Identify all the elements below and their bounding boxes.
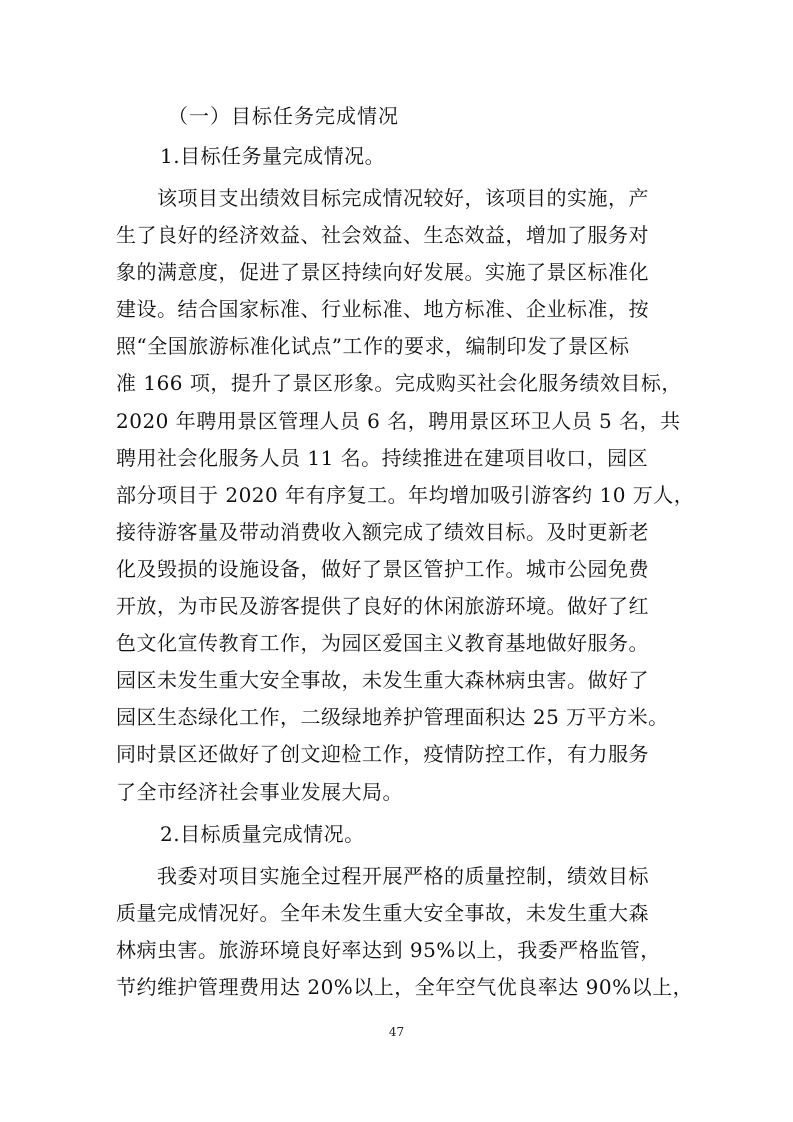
paragraph-line: 节约维护管理费用达 20%以上，全年空气优良率达 90%以上， (116, 974, 694, 999)
paragraph-line: 生了良好的经济效益、社会效益、生态效益，增加了服务对 (116, 223, 649, 248)
paragraph-line: 准 166 项，提升了景区形象。完成购买社会化服务绩效目标， (116, 371, 682, 396)
paragraph-line: 化及毁损的设施设备，做好了景区管护工作。城市公园免费 (116, 556, 649, 581)
paragraph-line: 色文化宣传教育工作，为园区爱国主义教育基地做好服务。 (116, 631, 649, 656)
paragraph-line: 建设。结合国家标准、行业标准、地方标准、企业标准，按 (116, 297, 649, 322)
subsection-1-title: 1.目标任务量完成情况。 (160, 144, 386, 168)
page-number: 47 (388, 1025, 405, 1039)
paragraph-line: 园区生态绿化工作，二级绿地养护管理面积达 25 万平方米。 (116, 705, 669, 730)
paragraph-line: 接待游客量及带动消费收入额完成了绩效目标。及时更新老 (116, 519, 649, 544)
paragraph-line: 同时景区还做好了创文迎检工作，疫情防控工作，有力服务 (116, 742, 649, 767)
paragraph-line: 照“全国旅游标准化试点”工作的要求，编制印发了景区标 (116, 334, 630, 359)
subsection-2-title: 2.目标质量完成情况。 (160, 821, 365, 846)
paragraph-line: 质量完成情况好。全年未发生重大安全事故，未发生重大森 (116, 900, 649, 925)
paragraph-line: 我委对项目实施全过程开展严格的质量控制，绩效目标 (116, 863, 649, 888)
paragraph-line: 聘用社会化服务人员 11 名。持续推进在建项目收口，园区 (116, 445, 649, 470)
paragraph-line: 部分项目于 2020 年有序复工。年均增加吸引游客约 10 万人， (116, 482, 695, 507)
paragraph-line: 园区未发生重大安全事故，未发生重大森林病虫害。做好了 (116, 668, 649, 693)
section-heading: （一）目标任务完成情况 (168, 104, 399, 128)
paragraph-line: 林病虫害。旅游环境良好率达到 95%以上，我委严格监管， (116, 937, 661, 962)
paragraph-line: 了全市经济社会事业发展大局。 (116, 779, 403, 804)
paragraph-line: 象的满意度，促进了景区持续向好发展。实施了景区标准化 (116, 260, 649, 285)
paragraph-line: 开放，为市民及游客提供了良好的休闲旅游环境。做好了红 (116, 594, 649, 619)
paragraph-line: 该项目支出绩效目标完成情况较好，该项目的实施，产 (116, 186, 649, 210)
subsection-1-paragraph (116, 180, 695, 811)
paragraph-line: 2020 年聘用景区管理人员 6 名，聘用景区环卫人员 5 名，共 (116, 408, 681, 433)
subsection-2-paragraph (116, 858, 694, 1006)
document-body (116, 96, 695, 1006)
